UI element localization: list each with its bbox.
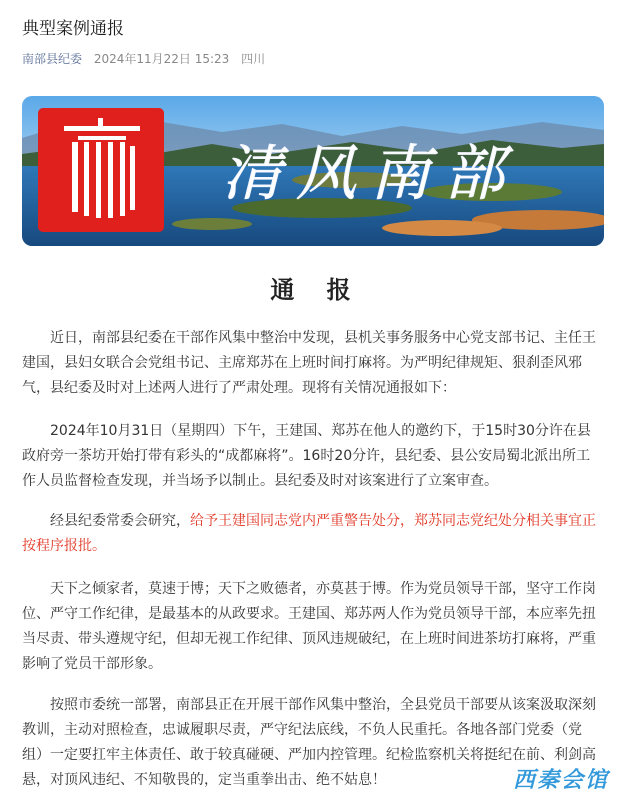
decision-lead: 经县纪委常委会研究，: [50, 513, 190, 529]
publish-time: 2024年11月22日 15:23: [93, 52, 230, 66]
banner-island: [172, 218, 252, 230]
article-title: 典型案例通报: [22, 19, 124, 39]
account-name-link[interactable]: 南部县纪委: [22, 52, 83, 66]
paragraph-facts: 2024年10月31日（星期四）下午，王建国、郑苏在他人的邀约下，于15时30分许在县政府旁一茶坊开始打带有彩头的“成都麻将”。16时20分许，县纪委、县公安局蜀北派出所工作人员监督检查发现，并当场予以制止。县纪委及时对该案进行了立案审查。: [22, 423, 591, 489]
banner-island: [382, 220, 502, 236]
watermark-logo: 西秦会馆: [512, 768, 609, 793]
banner-image: [22, 96, 604, 246]
notice-heading: 通 报: [270, 276, 363, 304]
paragraph-commentary: 天下之倾家者，莫速于博；天下之败德者，亦莫甚于博。作为党员领导干部，坚守工作岗位、严守工作纪律，是最基本的从政要求。王建国、郑苏两人作为党员领导干部，本应率先扭当尽责、带头遵规守纪，但却无视工作纪律、顶风违规破纪，在上班时间进茶坊打麻将，严重影响了党员干部形象。: [22, 581, 596, 672]
decision-penalty-highlight: 给予王建国同志党内严重警告处分，郑苏同志党纪处分相关事宜正按程序报批。: [22, 513, 596, 554]
publish-location: 四川: [241, 52, 266, 66]
banner-calligraphy-title: 清风南部: [222, 139, 518, 209]
article-meta: [22, 50, 265, 67]
paragraph-intro: 近日，南部县纪委在干部作风集中整治中发现，县机关事务服务中心党支部书记、主任王建国，县妇女联合会党组书记、主席郑苏在上班时间打麻将。为严明纪律规矩、狠刹歪风邪气，县纪委及时对上述两人进行了严肃处理。现将有关情况通报如下：: [22, 330, 596, 396]
paragraph-requirements: 按照市委统一部署，南部县正在开展干部作风集中整治，全县党员干部要从该案汲取深刻教训，主动对照检查，忠诚履职尽责，严守纪法底线，不负人民重托。各地各部门党委（党组）一定要扛牢主体责任、敢于较真碰硬、严加内控管理。纪检监察机关将挺纪在前、利剑高悬，对顶风违纪、不知敬畏的，定当重拳出击、绝不姑息！: [22, 697, 596, 788]
paragraph-decision: [22, 509, 600, 559]
